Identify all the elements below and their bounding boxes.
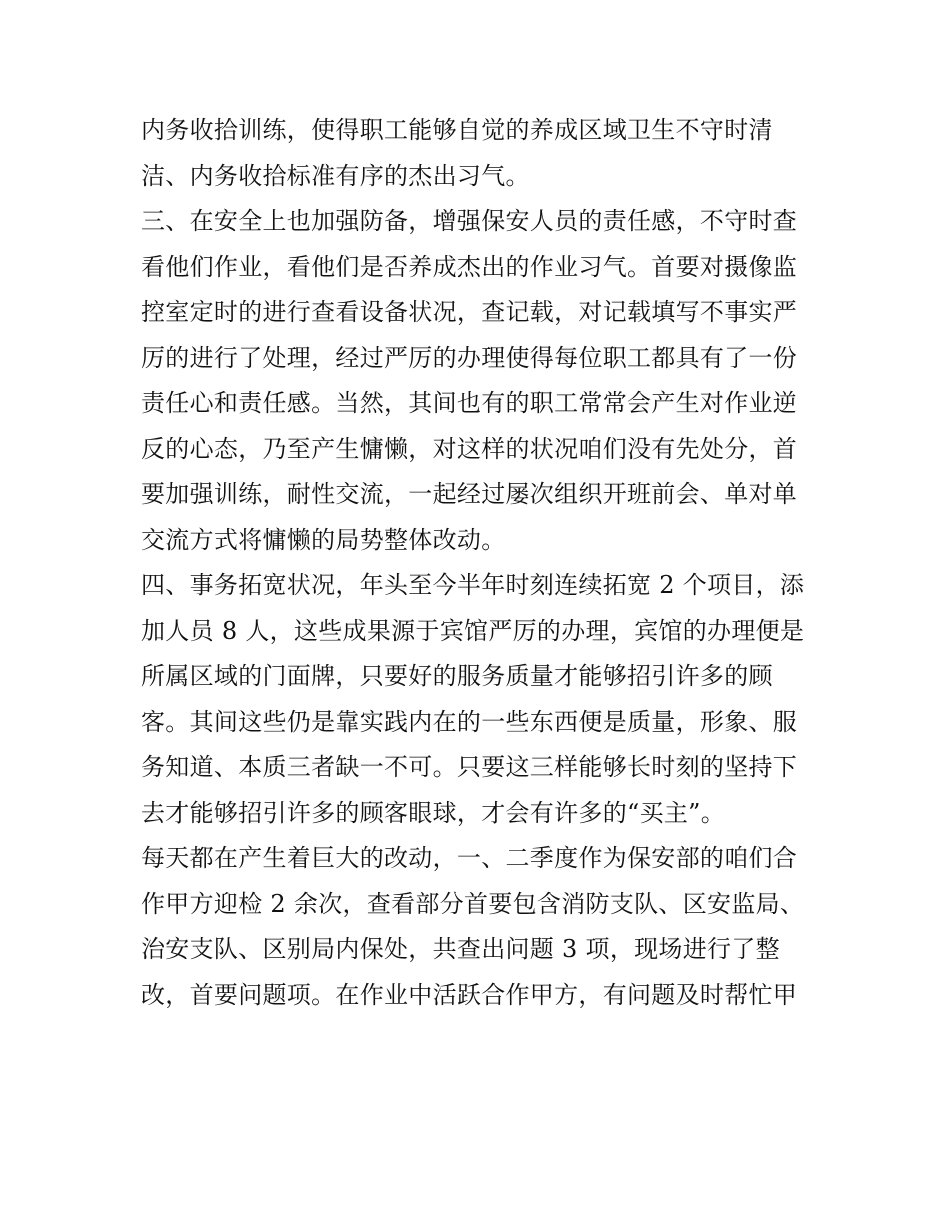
text-line: 客。其间这些仍是靠实践内在的一些东西便是质量，形象、服 — [141, 707, 798, 736]
text-line: 去才能够招引许多的顾客眼球，才会有许多的“买主”。 — [141, 798, 726, 827]
text-line: 责任心和责任感。当然，其间也有的职工常常会产生对作业逆 — [141, 389, 798, 417]
text-line: 每天都在产生着巨大的改动，一、二季度作为保安部的咱们合 — [141, 844, 798, 872]
text-line: 要加强训练，耐性交流，一起经过屡次组织开班前会、单对单 — [141, 480, 798, 508]
body-text — [141, 108, 821, 1018]
text-line: 洁、内务收拾标准有序的杰出习气。 — [141, 161, 530, 190]
text-line: 控室定时的进行查看设备状况，查记载，对记载填写不事实严 — [141, 298, 798, 326]
text-line: 反的心态，乃至产生慵懒，对这样的状况咱们没有先处分，首 — [141, 434, 798, 463]
text-line: 治安支队、区别局内保处，共查出问题 3 项，现场进行了整 — [141, 935, 780, 963]
text-line: 四、事务拓宽状况，年头至今半年时刻连续拓宽 2 个项目，添 — [141, 571, 805, 599]
text-line: 内务收拾训练，使得职工能够自觉的养成区域卫生不守时清 — [141, 116, 773, 144]
text-line: 加人员 8 人，这些成果源于宾馆严厉的办理，宾馆的办理便是 — [141, 616, 805, 645]
text-line: 改，首要问题项。在作业中活跃合作甲方，有问题及时帮忙甲 — [141, 980, 798, 1009]
text-line: 交流方式将慵懒的局势整体改动。 — [141, 525, 506, 554]
text-line: 三、在安全上也加强防备，增强保安人员的责任感，不守时查 — [141, 207, 798, 235]
text-line: 所属区域的门面牌，只要好的服务质量才能够招引许多的顾 — [141, 662, 773, 690]
text-line: 厉的进行了处理，经过严厉的办理使得每位职工都具有了一份 — [141, 343, 798, 372]
text-line: 作甲方迎检 2 余次，查看部分首要包含消防支队、区安监局、 — [141, 889, 805, 918]
text-line: 看他们作业，看他们是否养成杰出的作业习气。首要对摄像监 — [141, 252, 798, 281]
text-line: 务知道、本质三者缺一不可。只要这三样能够长时刻的坚持下 — [141, 753, 798, 781]
